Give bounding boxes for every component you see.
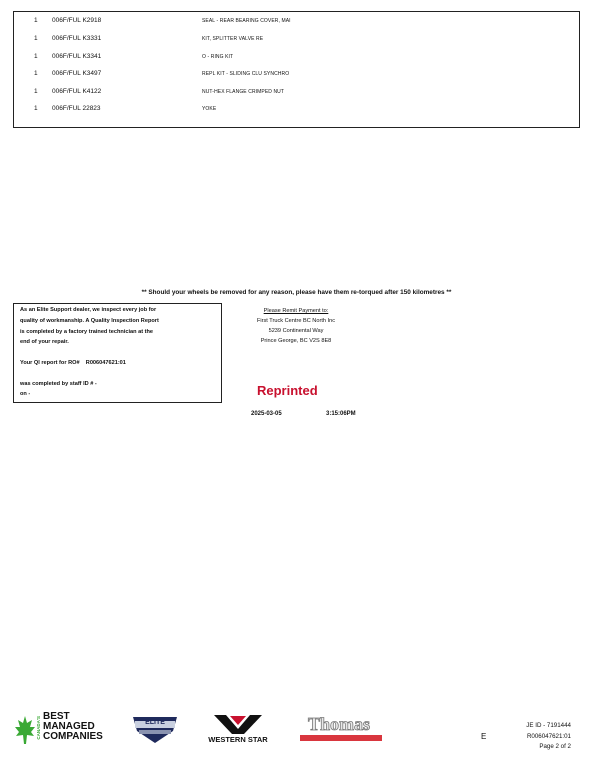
part-number: 006F/FUL K4122	[52, 88, 102, 95]
part-number: 006F/FUL 22823	[52, 105, 101, 112]
best-managed-canada: CANADA'S	[36, 716, 41, 740]
thomas-text: Thomas	[307, 714, 370, 734]
western-star-logo	[200, 713, 276, 745]
part-description: SEAL - REAR BEARING COVER, MAI	[202, 18, 291, 24]
maple-leaf-icon	[14, 714, 36, 748]
part-number: 006F/FUL K2918	[52, 17, 102, 24]
part-row	[14, 88, 579, 100]
part-row	[14, 105, 579, 117]
thomas-logo	[292, 714, 390, 744]
part-qty: 1	[34, 17, 38, 24]
part-description: NUT-HEX FLANGE CRIMPED NUT	[202, 89, 285, 95]
remit-street: 5239 Continental Way	[268, 328, 324, 334]
best-managed-word: BEST	[43, 711, 70, 722]
part-qty: 1	[34, 88, 38, 95]
western-star-text: WESTERN STAR	[208, 735, 268, 744]
remit-city: Prince George, BC V2S 8E8	[260, 338, 332, 344]
print-date: 2025-03-05	[251, 411, 282, 417]
part-row	[14, 35, 579, 47]
best-managed-logo	[14, 712, 122, 748]
footer-info	[526, 721, 571, 753]
part-number: 006F/FUL K3331	[52, 35, 102, 42]
part-row	[14, 53, 579, 65]
thomas-red-bar	[300, 735, 382, 741]
qi-text-line: As an Elite Support dealer, we inspect every job for	[20, 307, 157, 313]
remit-company: First Truck Centre BC North Inc	[256, 318, 336, 324]
elite-badge-icon	[131, 713, 179, 745]
qi-text-line: end of your repair.	[20, 339, 69, 345]
wheel-retorque-notice: ** Should your wheels be removed for any reason, please have them re-torqued after 150 kilometres **	[141, 289, 452, 296]
part-number: 006F/FUL K3497	[52, 70, 102, 77]
part-qty: 1	[34, 35, 38, 42]
part-description: KIT, SPLITTER VALVE RE	[202, 36, 264, 42]
qi-staff-line: was completed by staff ID # -	[20, 381, 97, 387]
best-managed-word: MANAGED	[43, 721, 95, 732]
qi-text-line: is completed by a factory trained technician at the	[20, 329, 154, 335]
western-star-emblem-icon	[200, 713, 276, 735]
part-description: O - RING KIT	[202, 54, 234, 60]
part-number: 006F/FUL K3341	[52, 53, 102, 60]
parts-list-box	[13, 11, 580, 128]
part-description: REPL KIT - SLIDING CLU SYNCHRO	[202, 71, 290, 77]
quality-inspection-box	[13, 303, 222, 403]
elite-text: ELITE	[145, 719, 165, 726]
part-qty: 1	[34, 70, 38, 77]
part-row	[14, 17, 579, 29]
part-qty: 1	[34, 105, 38, 112]
remit-title: Please Remit Payment to:	[263, 308, 329, 314]
remit-payment-block	[236, 306, 356, 346]
je-id: JE ID - 7191444	[526, 722, 571, 729]
part-row	[14, 70, 579, 82]
footer-code: E	[481, 732, 487, 741]
part-qty: 1	[34, 53, 38, 60]
qi-text-line: quality of workmanship. A Quality Inspection Report	[20, 318, 159, 324]
print-time: 3:15:06PM	[326, 411, 356, 417]
reprinted-label: Reprinted	[257, 383, 318, 398]
elite-support-logo	[131, 713, 179, 745]
qi-date-line: on -	[20, 391, 31, 397]
qi-ro-line: Your QI report for RO# R006047621:01	[20, 360, 126, 366]
best-managed-word: COMPANIES	[43, 731, 103, 742]
page-number: Page 2 of 2	[539, 743, 571, 750]
part-description: YOKE	[202, 106, 217, 112]
footer-ro: R006047621:01	[526, 732, 571, 740]
